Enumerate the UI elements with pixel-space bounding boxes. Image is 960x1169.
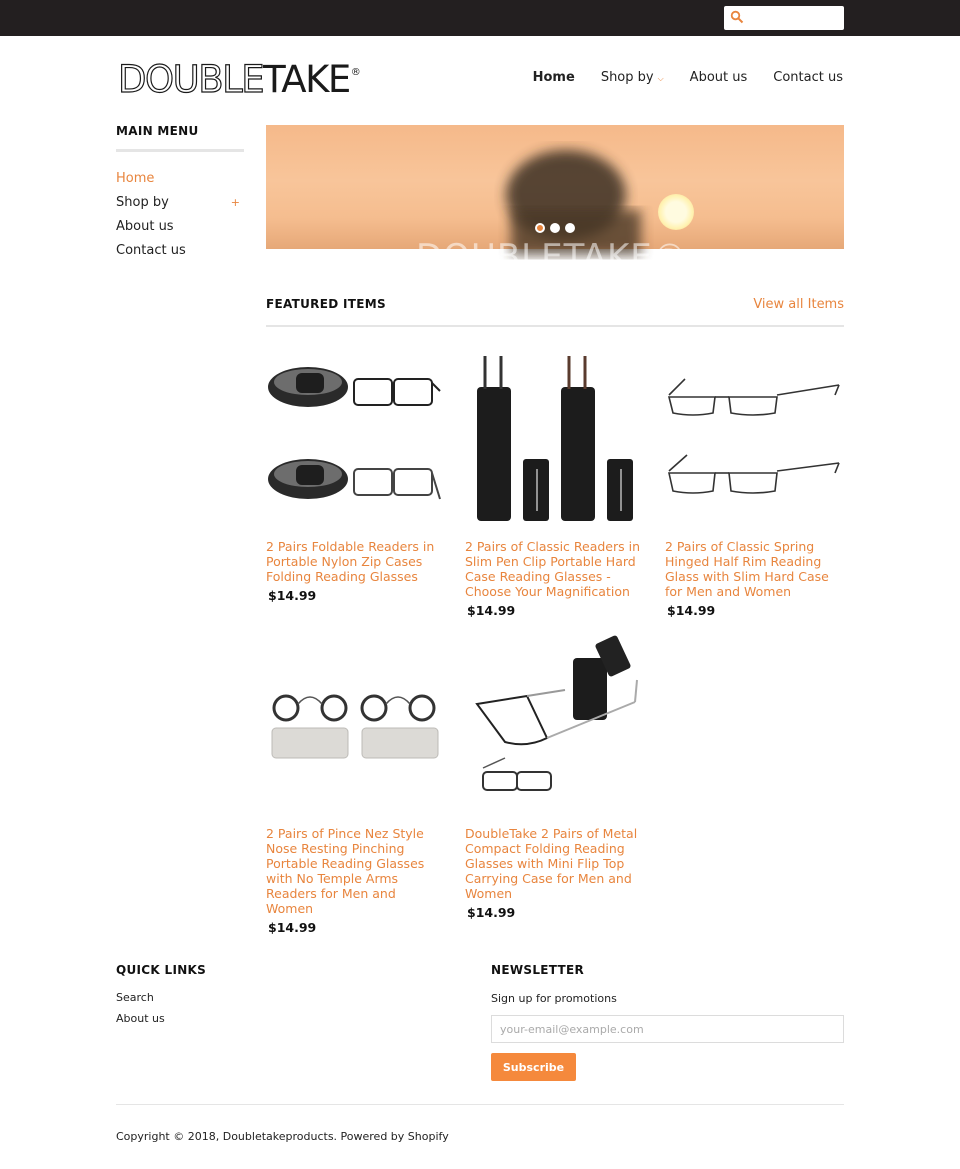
product-image[interactable] bbox=[266, 638, 444, 810]
nav-home-label: Home bbox=[532, 70, 575, 85]
newsletter-title: NEWSLETTER bbox=[491, 963, 585, 977]
logo-text-take: TAKE bbox=[263, 58, 350, 101]
slider-dot-2[interactable] bbox=[550, 223, 560, 233]
sidebar-item-label: Home bbox=[116, 170, 155, 186]
nav-shop-by[interactable] bbox=[601, 70, 664, 85]
hero-slider[interactable] bbox=[266, 125, 844, 277]
product-title[interactable]: 2 Pairs of Pince Nez Style Nose Resting Pinching Portable Reading Glasses with No Temple Arms Readers for Men and Women bbox=[266, 826, 425, 916]
top-bar bbox=[0, 0, 960, 36]
product-title[interactable]: 2 Pairs of Classic Spring Hinged Half Rim Reading Glass with Slim Hard Case for Men and Women bbox=[665, 539, 829, 599]
nav-home[interactable] bbox=[533, 70, 575, 85]
sidebar bbox=[116, 124, 244, 262]
product-image[interactable] bbox=[665, 351, 843, 523]
nav-shop-by-label: Shop by bbox=[600, 70, 654, 85]
product-card[interactable] bbox=[465, 638, 643, 920]
slider-dot-1[interactable] bbox=[535, 223, 545, 233]
search-box[interactable] bbox=[724, 6, 844, 30]
quick-links-title: QUICK LINKS bbox=[116, 963, 207, 977]
quick-links bbox=[116, 963, 416, 1033]
sidebar-item-label: Shop by bbox=[116, 194, 169, 210]
copyright: Copyright © 2018, Doubletakeproducts. Powered by Shopify bbox=[116, 1130, 449, 1143]
featured-title: FEATURED ITEMS bbox=[266, 297, 386, 311]
sidebar-item-label: Contact us bbox=[116, 242, 186, 258]
product-title[interactable]: 2 Pairs of Classic Readers in Slim Pen Clip Portable Hard Case Reading Glasses - Choose Your Magnification bbox=[465, 539, 641, 599]
product-price: $14.99 bbox=[667, 603, 716, 618]
logo-registered-mark: ® bbox=[350, 67, 361, 78]
newsletter-text: Sign up for promotions bbox=[491, 992, 617, 1005]
product-card[interactable] bbox=[465, 351, 643, 618]
sidebar-item-label: About us bbox=[116, 218, 174, 234]
product-card[interactable] bbox=[266, 351, 444, 603]
sidebar-item-contact-us[interactable] bbox=[116, 238, 244, 262]
product-price: $14.99 bbox=[268, 920, 317, 935]
slider-dots bbox=[535, 223, 575, 233]
logo-text-double: DOUBLE bbox=[118, 58, 264, 101]
slider-dot-3[interactable] bbox=[565, 223, 575, 233]
subscribe-button[interactable]: Subscribe bbox=[491, 1053, 576, 1081]
nav-contact-label: Contact us bbox=[773, 70, 843, 85]
sidebar-item-shop-by[interactable] bbox=[116, 190, 244, 214]
product-title[interactable]: DoubleTake 2 Pairs of Metal Compact Folding Reading Glasses with Mini Flip Top Carrying Case for Men and Women bbox=[465, 826, 638, 901]
product-card[interactable] bbox=[665, 351, 843, 618]
site-logo[interactable] bbox=[118, 60, 361, 100]
search-icon[interactable] bbox=[730, 10, 744, 24]
quick-link-about-us[interactable]: About us bbox=[116, 1012, 165, 1025]
main-nav bbox=[533, 70, 843, 85]
sidebar-item-home[interactable] bbox=[116, 166, 244, 190]
quick-links-list bbox=[116, 991, 416, 1033]
nav-about-us[interactable] bbox=[690, 70, 748, 85]
product-price: $14.99 bbox=[268, 588, 317, 603]
product-image[interactable] bbox=[465, 351, 643, 523]
footer-divider bbox=[116, 1104, 844, 1105]
nav-contact-us[interactable] bbox=[773, 70, 843, 85]
product-card[interactable] bbox=[266, 638, 444, 935]
quick-link-search[interactable]: Search bbox=[116, 991, 154, 1004]
product-title[interactable]: 2 Pairs Foldable Readers in Portable Nylon Zip Cases Folding Reading Glasses bbox=[266, 539, 435, 584]
hero-watermark: DOUBLETAKE® bbox=[416, 237, 688, 277]
chevron-down-icon: ⌵ bbox=[657, 73, 664, 83]
product-price: $14.99 bbox=[467, 603, 516, 618]
sidebar-title: MAIN MENU bbox=[116, 124, 244, 152]
product-price: $14.99 bbox=[467, 905, 516, 920]
newsletter bbox=[491, 963, 844, 1081]
view-all-items-link[interactable]: View all Items bbox=[753, 297, 844, 312]
product-image[interactable] bbox=[465, 638, 643, 810]
sidebar-menu bbox=[116, 166, 244, 262]
search-input[interactable] bbox=[746, 8, 840, 28]
email-field[interactable] bbox=[491, 1015, 844, 1043]
nav-about-label: About us bbox=[689, 70, 748, 85]
hero-sun bbox=[658, 194, 694, 230]
product-image[interactable] bbox=[266, 351, 444, 523]
sidebar-item-about-us[interactable] bbox=[116, 214, 244, 238]
featured-header bbox=[266, 296, 844, 327]
expand-plus-icon[interactable]: + bbox=[230, 195, 240, 209]
